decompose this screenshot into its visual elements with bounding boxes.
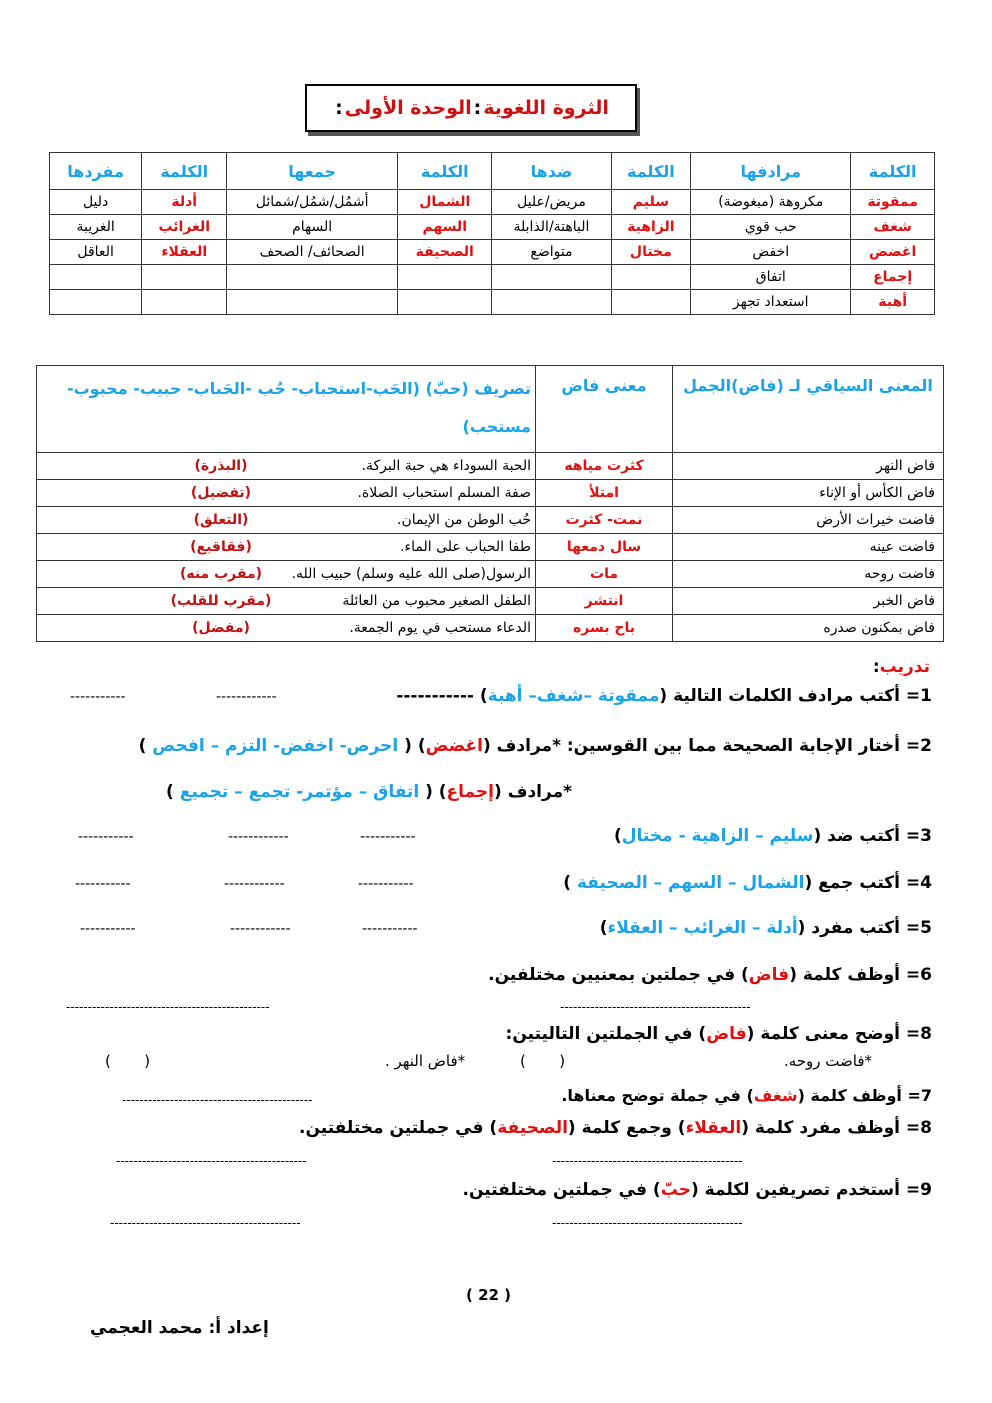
table-row bbox=[37, 507, 944, 534]
title-part2: الوحدة الأولى bbox=[344, 97, 472, 119]
table-cell bbox=[142, 265, 227, 290]
context-cell: فاضت روحه bbox=[673, 561, 944, 588]
example-sentence: حُب الوطن من الإيمان. bbox=[397, 512, 531, 528]
meaning-cell: كثرت مياهه bbox=[536, 453, 673, 480]
table-cell: مريض/عليل bbox=[492, 190, 611, 215]
context-header: المعنى السياقي لـ (فاض)الجمل bbox=[673, 366, 944, 453]
table-row bbox=[37, 480, 944, 507]
answer-blank[interactable]: ------------ bbox=[228, 829, 289, 845]
example-tag: (التعلق) bbox=[193, 512, 249, 528]
meaning-table bbox=[36, 365, 944, 642]
table-row bbox=[37, 453, 944, 480]
meaning-header: معنى فاض bbox=[536, 366, 673, 453]
table-cell: أهبة bbox=[851, 290, 935, 315]
context-cell: فاضت خيرات الأرض bbox=[673, 507, 944, 534]
answer-blank[interactable]: ----------- bbox=[362, 921, 418, 937]
example-tag: (مقرب للقلب) bbox=[170, 593, 272, 609]
question-5: 5= أكتب مفرد (أدلة – الغرائب – العقلاء) bbox=[599, 918, 932, 938]
exercises-heading: تدريب: bbox=[872, 657, 930, 677]
question-3: 3= أكتب ضد (سليم – الزاهية - مختال) bbox=[614, 826, 932, 846]
table-cell: الصحيفة bbox=[398, 240, 492, 265]
example-cell bbox=[37, 507, 536, 534]
example-sentence: الحبة السوداء هي حبة البركة. bbox=[361, 458, 531, 474]
vocabulary-table bbox=[49, 152, 935, 315]
table-row bbox=[50, 215, 935, 240]
table-cell: استعداد تجهز bbox=[691, 290, 851, 315]
example-tag: (فقاقيع) bbox=[190, 539, 252, 555]
example-cell bbox=[37, 588, 536, 615]
answer-blank[interactable]: ----------- bbox=[396, 686, 474, 706]
table-cell bbox=[611, 265, 691, 290]
table-cell bbox=[142, 290, 227, 315]
answer-blank[interactable]: ----------- bbox=[70, 689, 126, 705]
vocab-header: مفردها bbox=[50, 153, 142, 190]
example-cell bbox=[37, 615, 536, 642]
answer-blank[interactable]: ----------- bbox=[75, 876, 131, 892]
table-cell: متواضع bbox=[492, 240, 611, 265]
example-cell bbox=[37, 534, 536, 561]
table-row bbox=[37, 534, 944, 561]
page-title: الثروة اللغوية : الوحدة الأولى : bbox=[305, 84, 637, 132]
answer-blank[interactable]: -------------------------------------------- bbox=[560, 1000, 751, 1014]
q5-words: أدلة – الغرائب – العقلاء bbox=[607, 918, 798, 938]
table-row bbox=[50, 240, 935, 265]
table-row bbox=[50, 290, 935, 315]
q9-word: حبّ bbox=[660, 1180, 691, 1200]
meaning-cell: مات bbox=[536, 561, 673, 588]
vocab-header-row bbox=[50, 153, 935, 190]
vocab-header: مرادفها bbox=[691, 153, 851, 190]
page-number: ( 22 ) bbox=[466, 1286, 512, 1304]
q4-words: الشمال – السهم – الصحيفة bbox=[571, 873, 805, 893]
table-cell: اغضض bbox=[851, 240, 935, 265]
q7-word: شغف bbox=[753, 1086, 798, 1105]
table-row bbox=[50, 265, 935, 290]
vocab-header: الكلمة bbox=[142, 153, 227, 190]
context-cell: فاض بمكنون صدره bbox=[673, 615, 944, 642]
table-row bbox=[37, 561, 944, 588]
q1-words: ممقوتة –شغف– أهبة bbox=[487, 686, 660, 706]
question-6: 6= أوظف كلمة (فاض) في جملتين بمعنيين مختلفين. bbox=[488, 965, 932, 985]
vocab-header: الكلمة bbox=[398, 153, 492, 190]
table-cell bbox=[398, 265, 492, 290]
table-cell: الزاهية bbox=[611, 215, 691, 240]
table-cell bbox=[50, 265, 142, 290]
question-7: 7= أوظف كلمة (شغف) في جملة توضح معناها. bbox=[561, 1086, 932, 1105]
example-tag: (البذرة) bbox=[194, 458, 248, 474]
table-cell bbox=[227, 290, 398, 315]
example-sentence: الطفل الصغير محبوب من العائلة bbox=[342, 593, 531, 609]
meaning-cell: نمت- كثرت bbox=[536, 507, 673, 534]
question-9: 9= أستخدم تصريفين لكلمة (حبّ) في جملتين مختلفتين. bbox=[462, 1180, 932, 1200]
context-cell: فاض الخبر bbox=[673, 588, 944, 615]
vocab-header: جمعها bbox=[227, 153, 398, 190]
question-8a: 8= أوضح معنى كلمة (فاض) في الجملتين التاليتين: bbox=[505, 1024, 932, 1044]
context-cell: فاض الكأس أو الإناء bbox=[673, 480, 944, 507]
answer-blank[interactable]: -------------------------------------------- bbox=[552, 1154, 743, 1168]
q8a-sentence-2: *فاضت روحه. bbox=[783, 1052, 872, 1070]
table-cell: أشمُل/شمُل/شمائل bbox=[227, 190, 398, 215]
question-4: 4= أكتب جمع (الشمال – السهم – الصحيفة ) bbox=[563, 873, 932, 893]
answer-blank[interactable]: ----------- bbox=[358, 876, 414, 892]
table-cell: السهم bbox=[398, 215, 492, 240]
table-cell: ممقوتة bbox=[851, 190, 935, 215]
table-cell: الغريبة bbox=[50, 215, 142, 240]
table-row bbox=[37, 588, 944, 615]
table-cell: السهام bbox=[227, 215, 398, 240]
author-credit: إعداد أ: محمد العجمي bbox=[90, 1318, 269, 1338]
q2b-options: اتفاق – مؤتمر- تجمع – تجميع bbox=[173, 782, 426, 802]
meaning-header-row bbox=[37, 366, 944, 453]
table-cell: دليل bbox=[50, 190, 142, 215]
table-cell: مكروهة (مبغوضة) bbox=[691, 190, 851, 215]
conjugation-header: تصريف (حبّ) (الحَب-استحباب- حُب -الحَباب- حبيب- محبوب- مستحب) bbox=[37, 366, 536, 453]
table-cell: حب قوي bbox=[691, 215, 851, 240]
table-row bbox=[37, 615, 944, 642]
example-tag: (مقرب منه) bbox=[179, 566, 263, 582]
answer-blank[interactable]: ----------- bbox=[78, 829, 134, 845]
q2-word: اغضض bbox=[425, 736, 483, 756]
table-cell: اتفاق bbox=[691, 265, 851, 290]
question-2b: *مرادف (إجماع) ( اتفاق – مؤتمر- تجمع – تجميع ) bbox=[166, 782, 572, 802]
meaning-cell: باح بسره bbox=[536, 615, 673, 642]
example-tag: (مفضل) bbox=[192, 620, 250, 636]
answer-blank[interactable]: ----------- bbox=[80, 921, 136, 937]
q3-words: سليم – الزاهية - مختال bbox=[621, 826, 814, 846]
answer-blank[interactable]: -------------------------------------------- bbox=[552, 1216, 743, 1230]
table-cell: شغف bbox=[851, 215, 935, 240]
q8a-word: فاض bbox=[706, 1024, 747, 1044]
table-cell: العاقل bbox=[50, 240, 142, 265]
table-cell: إجماع bbox=[851, 265, 935, 290]
example-cell bbox=[37, 480, 536, 507]
meaning-cell: انتشر bbox=[536, 588, 673, 615]
example-tag: (تفضيل) bbox=[190, 485, 252, 501]
answer-blank[interactable]: -------------------------------------------- bbox=[116, 1154, 307, 1168]
example-cell bbox=[37, 453, 536, 480]
table-cell bbox=[398, 290, 492, 315]
table-cell bbox=[492, 290, 611, 315]
table-cell: الباهتة/الذابلة bbox=[492, 215, 611, 240]
table-cell bbox=[227, 265, 398, 290]
table-cell bbox=[50, 290, 142, 315]
q8b-word-2: الصحيفة bbox=[497, 1118, 568, 1138]
table-cell: الصحائف/ الصحف bbox=[227, 240, 398, 265]
table-cell: الغرائب bbox=[142, 215, 227, 240]
title-part1: الثروة اللغوية bbox=[483, 97, 609, 119]
table-row bbox=[50, 190, 935, 215]
answer-blank[interactable]: ----------- bbox=[360, 829, 416, 845]
table-cell: الشمال bbox=[398, 190, 492, 215]
vocab-header: الكلمة bbox=[851, 153, 935, 190]
q2b-word: إجماع bbox=[446, 782, 495, 802]
q8a-answer-1[interactable]: ( ) bbox=[105, 1052, 151, 1070]
context-cell: فاض النهر bbox=[673, 453, 944, 480]
vocab-header: الكلمة bbox=[611, 153, 691, 190]
q8a-answer-2[interactable]: ( ) bbox=[520, 1052, 566, 1070]
question-8b: 8= أوظف مفرد كلمة (العقلاء) وجمع كلمة (الصحيفة) في جملتين مختلفتين. bbox=[299, 1118, 932, 1138]
answer-blank[interactable]: ------------ bbox=[216, 689, 277, 705]
meaning-cell: سال دمعها bbox=[536, 534, 673, 561]
q8a-sentence-1: *فاض النهر . bbox=[385, 1052, 466, 1070]
vocab-header: ضدها bbox=[492, 153, 611, 190]
table-cell bbox=[492, 265, 611, 290]
table-cell bbox=[611, 290, 691, 315]
answer-blank[interactable]: -------------------------------------------- bbox=[110, 1216, 301, 1230]
q6-word: فاض bbox=[748, 965, 790, 985]
answer-blank[interactable]: ----------------------------------------------- bbox=[66, 1000, 270, 1014]
table-cell: أدلة bbox=[142, 190, 227, 215]
q2-options: احرص- اخفض- التزم – افحص bbox=[146, 736, 405, 756]
example-cell bbox=[37, 561, 536, 588]
answer-blank[interactable]: -------------------------------------------- bbox=[122, 1093, 313, 1107]
example-sentence: الدعاء مستحب في يوم الجمعة. bbox=[349, 620, 531, 636]
answer-blank[interactable]: ------------ bbox=[224, 876, 285, 892]
question-1: 1= أكتب مرادف الكلمات التالية (ممقوتة –شغف– أهبة) ----------- bbox=[396, 686, 932, 706]
table-cell: العقلاء bbox=[142, 240, 227, 265]
table-cell: اخفض bbox=[691, 240, 851, 265]
example-sentence: صفة المسلم استحباب الصلاة. bbox=[357, 485, 531, 501]
example-sentence: طفا الحباب على الماء. bbox=[400, 539, 531, 555]
example-sentence: الرسول(صلى الله عليه وسلم) حبيب الله. bbox=[291, 566, 531, 582]
meaning-cell: امتلأ bbox=[536, 480, 673, 507]
context-cell: فاضت عينه bbox=[673, 534, 944, 561]
answer-blank[interactable]: ------------ bbox=[230, 921, 291, 937]
table-cell: سليم bbox=[611, 190, 691, 215]
table-cell: مختال bbox=[611, 240, 691, 265]
q8b-word-1: العقلاء bbox=[685, 1118, 742, 1138]
question-2: 2= أختار الإجابة الصحيحة مما بين القوسين: *مرادف (اغضض) ( احرص- اخفض- التزم – افحص ) bbox=[138, 736, 932, 756]
